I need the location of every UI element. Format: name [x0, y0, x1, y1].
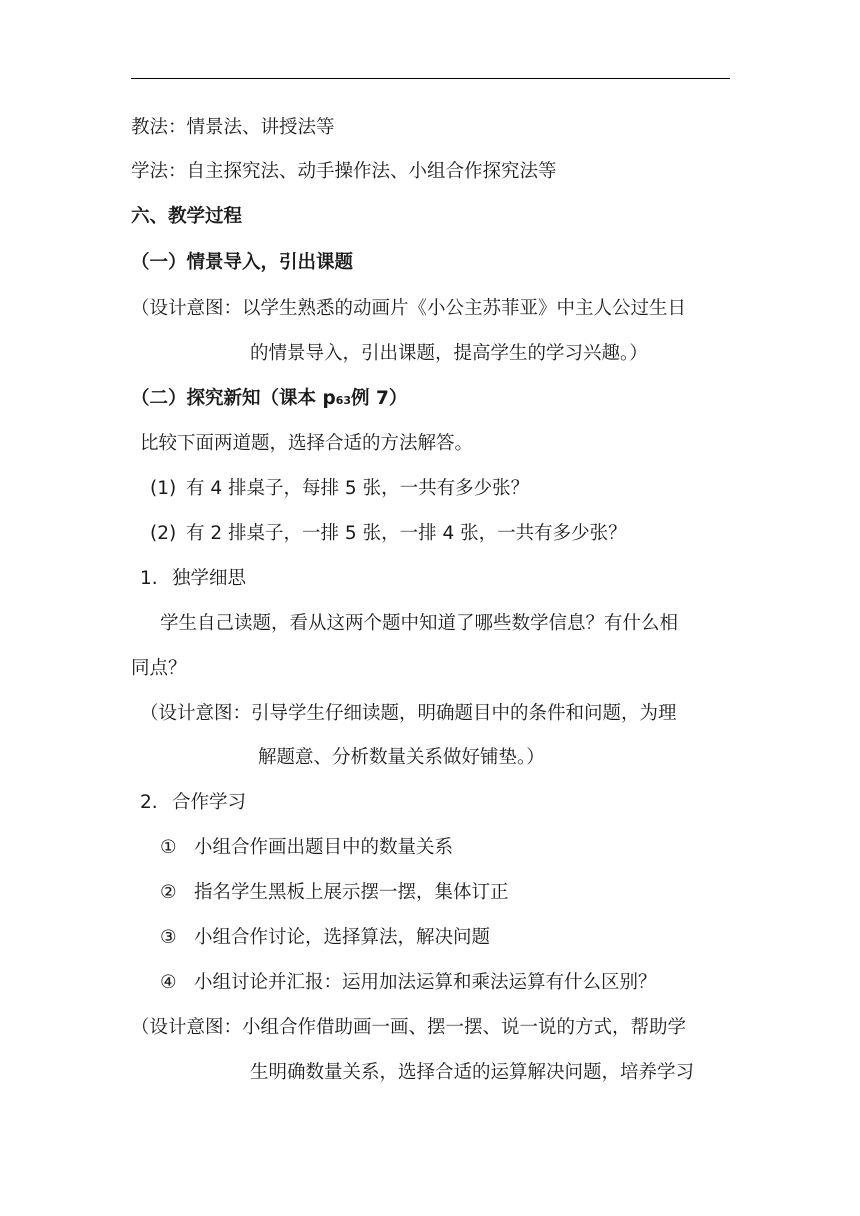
circled-number-3: ③: [160, 927, 177, 948]
subheading-explore-example: 例 7）: [351, 388, 408, 409]
design-intent-3-line1: （设计意图：小组合作借助画一画、摆一摆、说一说的方式，帮助学: [131, 1017, 687, 1038]
subheading-intro: （一）情景导入，引出课题: [131, 252, 354, 273]
step-2-number: 2.: [140, 792, 158, 813]
teaching-methods: 教法：情景法、讲授法等: [131, 117, 335, 138]
step-1-number: 1.: [140, 568, 158, 589]
subheading-explore-text: （二）探究新知（课本 p: [131, 388, 336, 409]
list-item-text: 小组合作画出题目中的数量关系: [194, 837, 454, 858]
reading-task-line1: 学生自己读题，看从这两个题中知道了哪些数学信息？有什么相: [160, 613, 679, 634]
step-2: [140, 791, 246, 815]
list-item-text: 指名学生黑板上展示摆一摆，集体订正: [194, 882, 509, 903]
step-1: [140, 567, 246, 591]
compare-instruction: 比较下面两道题，选择合适的方法解答。: [140, 433, 474, 454]
question-2-text: 有 2 排桌子，一排 5 张，一排 4 张，一共有多少张？: [186, 523, 627, 544]
design-intent-1-line1: （设计意图：以学生熟悉的动画片《小公主苏菲亚》中主人公过生日: [131, 298, 687, 319]
list-item: [160, 836, 453, 860]
circled-number-1: ①: [160, 837, 177, 858]
question-2-number: (2): [150, 523, 177, 544]
question-2: [150, 522, 627, 546]
learning-methods: 学法：自主探究法、动手操作法、小组合作探究法等: [131, 161, 557, 182]
section-heading-process: 六、教学过程: [131, 206, 243, 227]
question-1-number: (1): [150, 478, 177, 499]
step-2-text: 合作学习: [172, 792, 247, 813]
list-item: [160, 926, 490, 950]
list-item-text: 小组讨论并汇报：运用加法运算和乘法运算有什么区别？: [194, 972, 657, 993]
header-rule: [131, 78, 730, 79]
design-intent-3-line2: 生明确数量关系，选择合适的运算解决问题，培养学习: [250, 1062, 695, 1083]
list-item: [160, 971, 657, 995]
step-1-text: 独学细思: [172, 568, 247, 589]
design-intent-2-line1: （设计意图：引导学生仔细读题，明确题目中的条件和问题，为理: [140, 703, 677, 724]
list-item: [160, 881, 509, 905]
design-intent-1-line2: 的情景导入，引出课题，提高学生的学习兴趣。）: [250, 343, 648, 364]
question-1-text: 有 4 排桌子，每排 5 张，一共有多少张？: [186, 478, 530, 499]
list-item-text: 小组合作讨论，选择算法，解决问题: [194, 927, 491, 948]
page-number-subscript: 63: [335, 394, 351, 407]
reading-task-line2: 同点？: [131, 658, 187, 679]
subheading-explore: [131, 387, 407, 413]
design-intent-2-line2: 解题意、分析数量关系做好铺垫。）: [258, 747, 545, 768]
circled-number-4: ④: [160, 972, 177, 993]
question-1: [150, 477, 529, 501]
circled-number-2: ②: [160, 882, 177, 903]
